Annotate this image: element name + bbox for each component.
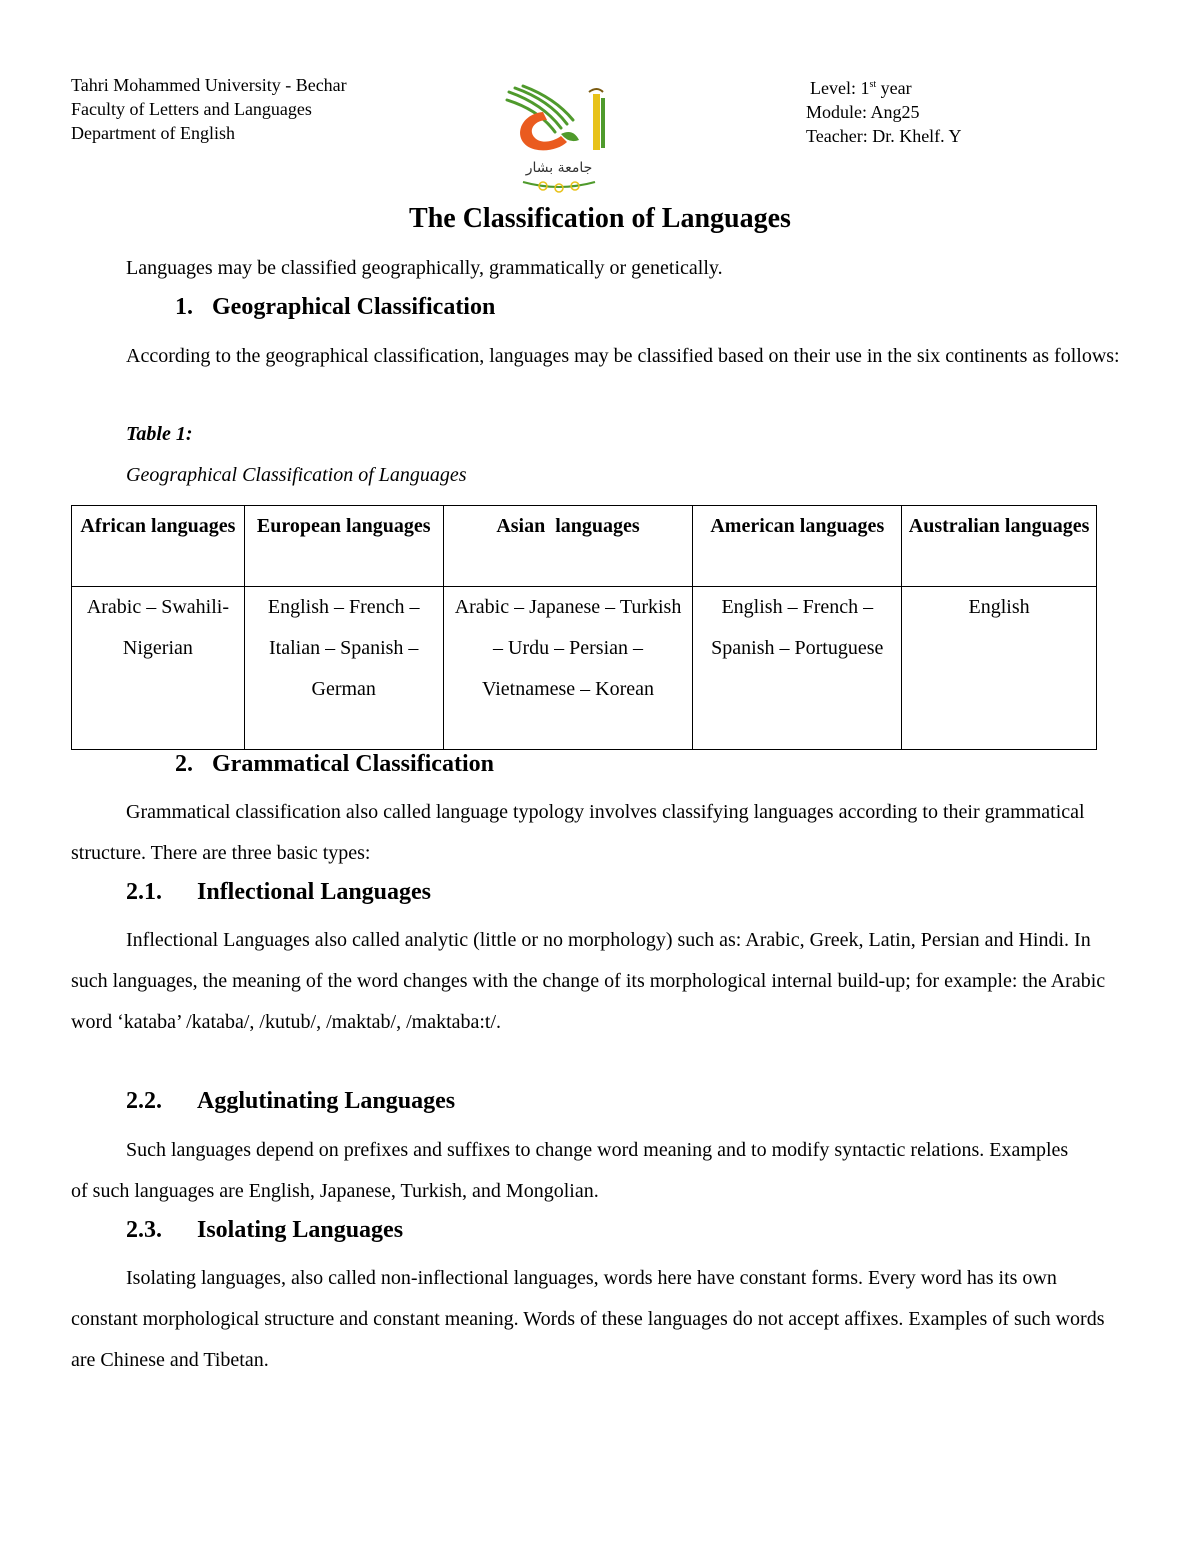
cell-american: English – French – Spanish – Portuguese [693,587,902,750]
cell-australian: English [902,587,1097,750]
level-info: Level: 1st year [810,78,912,98]
university-logo-icon [503,84,615,194]
module-info: Module: Ang25 [806,102,920,122]
page-title: The Classification of Languages [409,203,791,234]
header-european: European languages [244,506,443,587]
header-australian: Australian languages [902,506,1097,587]
table-label: Table 1: [126,423,193,445]
header-american: American languages [693,506,902,587]
section-2-heading: 2. Grammatical Classification [175,751,494,777]
section-2-2-text: Such languages depend on prefixes and suffixes to change word meaning and to modify syntactic relations. Examples of such languages are English, Japanese, Turkish, and Mongolian. [71,1139,1069,1202]
cell-european: English – French – Italian – Spanish – German [244,587,443,750]
section-1-heading: 1. Geographical Classification [175,294,496,320]
section-2-text: Grammatical classification also called language typology involves classifying languages according to their grammatical structure. There are three basic types: [71,801,1085,864]
table-row [72,587,1097,750]
course-info-block [806,73,962,148]
teacher-info: Teacher: Dr. Khelf. Y [806,126,962,146]
geographical-classification-table [71,505,1097,750]
table-header-row [72,506,1097,587]
header-african: African languages [72,506,245,587]
header-asian: Asian languages [443,506,693,587]
department-name: Department of English [71,123,235,143]
cell-asian: Arabic – Japanese – Turkish – Urdu – Persian – Vietnamese – Korean [443,587,693,750]
university-name: Tahri Mohammed University - Bechar [71,75,347,95]
section-2-3-text: Isolating languages, also called non-inflectional languages, words here have constant forms. Every word has its own constant morphological structure and constant meaning. Words of these languages do not accept affixes. Examples of such words are Chinese and Tibetan. [71,1267,1105,1371]
intro-paragraph: Languages may be classified geographically, grammatically or genetically. [126,257,723,279]
section-2-2-heading: 2.2. Agglutinating Languages [126,1088,456,1114]
logo-arabic-text: جامعة بشار [525,160,593,176]
section-2-1-text: Inflectional Languages also called analytic (little or no morphology) such as: Arabic, Greek, Latin, Persian and Hindi. In such languages, the meaning of the word changes with the change of its morphological internal build-up; for example: the Arabic word ‘kataba’ /kataba/, /kutub/, /maktab/, /maktaba:t/. [71,929,1106,1033]
cell-african: Arabic – Swahili-Nigerian [72,587,245,750]
institution-block [71,73,347,145]
university-logo [503,84,615,194]
table-caption: Geographical Classification of Languages [126,464,467,486]
section-2-1-heading: 2.1. Inflectional Languages [126,879,432,905]
section-2-3-heading: 2.3. Isolating Languages [126,1217,404,1243]
section-1-text: According to the geographical classification, languages may be classified based on their use in the six continents as follows: [126,345,1120,367]
faculty-name: Faculty of Letters and Languages [71,99,312,119]
